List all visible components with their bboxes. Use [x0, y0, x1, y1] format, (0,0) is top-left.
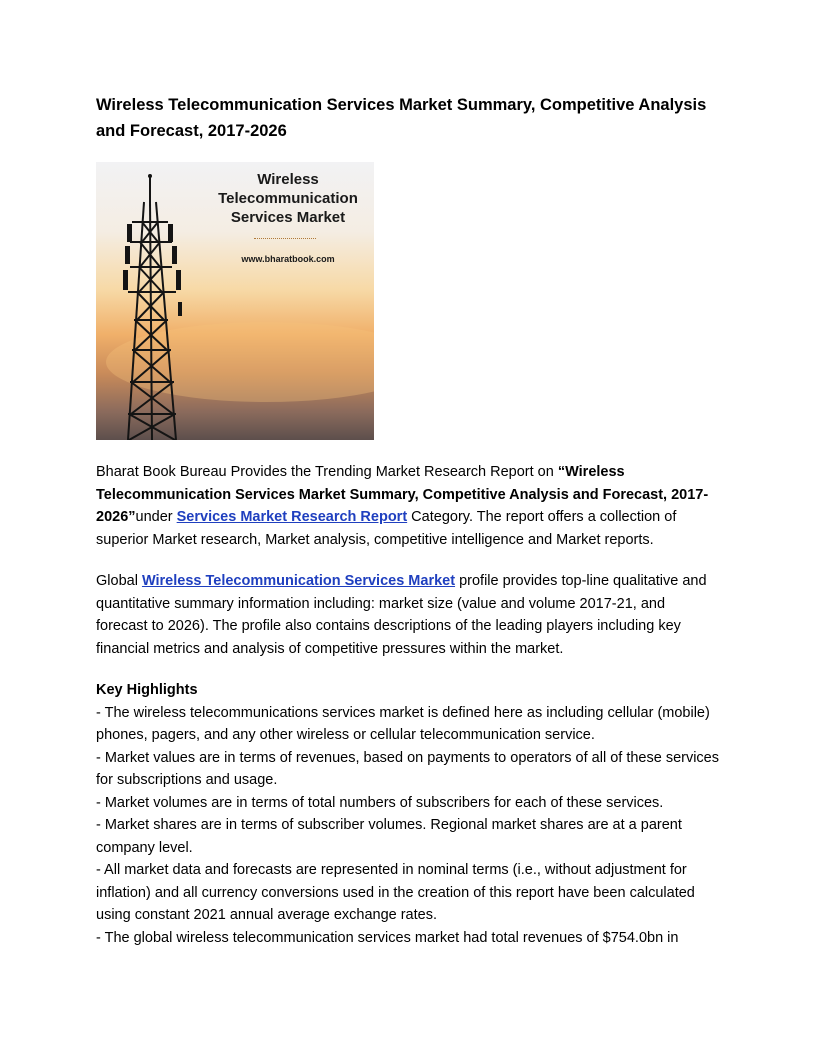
highlight-item: - Market shares are in terms of subscriber volumes. Regional market shares are at a parent company level. — [96, 817, 682, 856]
highlight-item: - All market data and forecasts are represented in nominal terms (i.e., without adjustment for inflation) and all currency conversions used in the creation of this report have been calculated using constant 2021 annual average exchange rates. — [96, 862, 695, 923]
cover-image — [96, 162, 374, 440]
cover-divider — [254, 238, 316, 239]
services-market-research-report-link[interactable]: Services Market Research Report — [176, 509, 408, 525]
key-highlights — [96, 679, 720, 949]
highlight-item: - Market volumes are in terms of total numbers of subscribers for each of these services. — [96, 794, 664, 811]
cover-title: Wireless Telecommunication Services Market — [218, 171, 358, 226]
intro-paragraph: Bharat Book Bureau Provides the Trending Market Research Report on “Wireless Telecommunication Services Market Summary, Competitive Analysis and Forecast, 2017-2026”under Services Market Research Report Category. The report offers a collection of superior Market research, Market analysis, competitive intelligence and Market reports. — [96, 464, 709, 548]
document-page — [96, 92, 720, 949]
profile-paragraph: Global Wireless Telecommunication Services Market profile provides top-line qualitative and quantitative summary information including: market size (value and volume 2017-21, and forecast to 2026). The profile also contains descriptions of the leading players including key financial metrics and analysis of competitive pressures within the market. — [96, 573, 707, 657]
report-name: “Wireless Telecommunication Services Market Summary, Competitive Analysis and Forecast, 2017-2026” — [96, 464, 709, 525]
cover-url: www.bharatbook.com — [241, 254, 335, 264]
highlight-item: - The global wireless telecommunication services market had total revenues of $754.0bn in — [96, 929, 679, 946]
wireless-telecom-market-link[interactable]: Wireless Telecommunication Services Market — [141, 573, 456, 589]
highlight-item: - Market values are in terms of revenues, based on payments to operators of all of these services for subscriptions and usage. — [96, 749, 719, 788]
report-title: Wireless Telecommunication Services Market Summary, Competitive Analysis and Forecast, 2017-2026 — [96, 96, 707, 140]
highlight-item: - The wireless telecommunications services market is defined here as including cellular (mobile) phones, pagers, and any other wireless or cellular telecommunication service. — [96, 704, 710, 743]
key-highlights-heading: Key Highlights — [96, 682, 198, 698]
